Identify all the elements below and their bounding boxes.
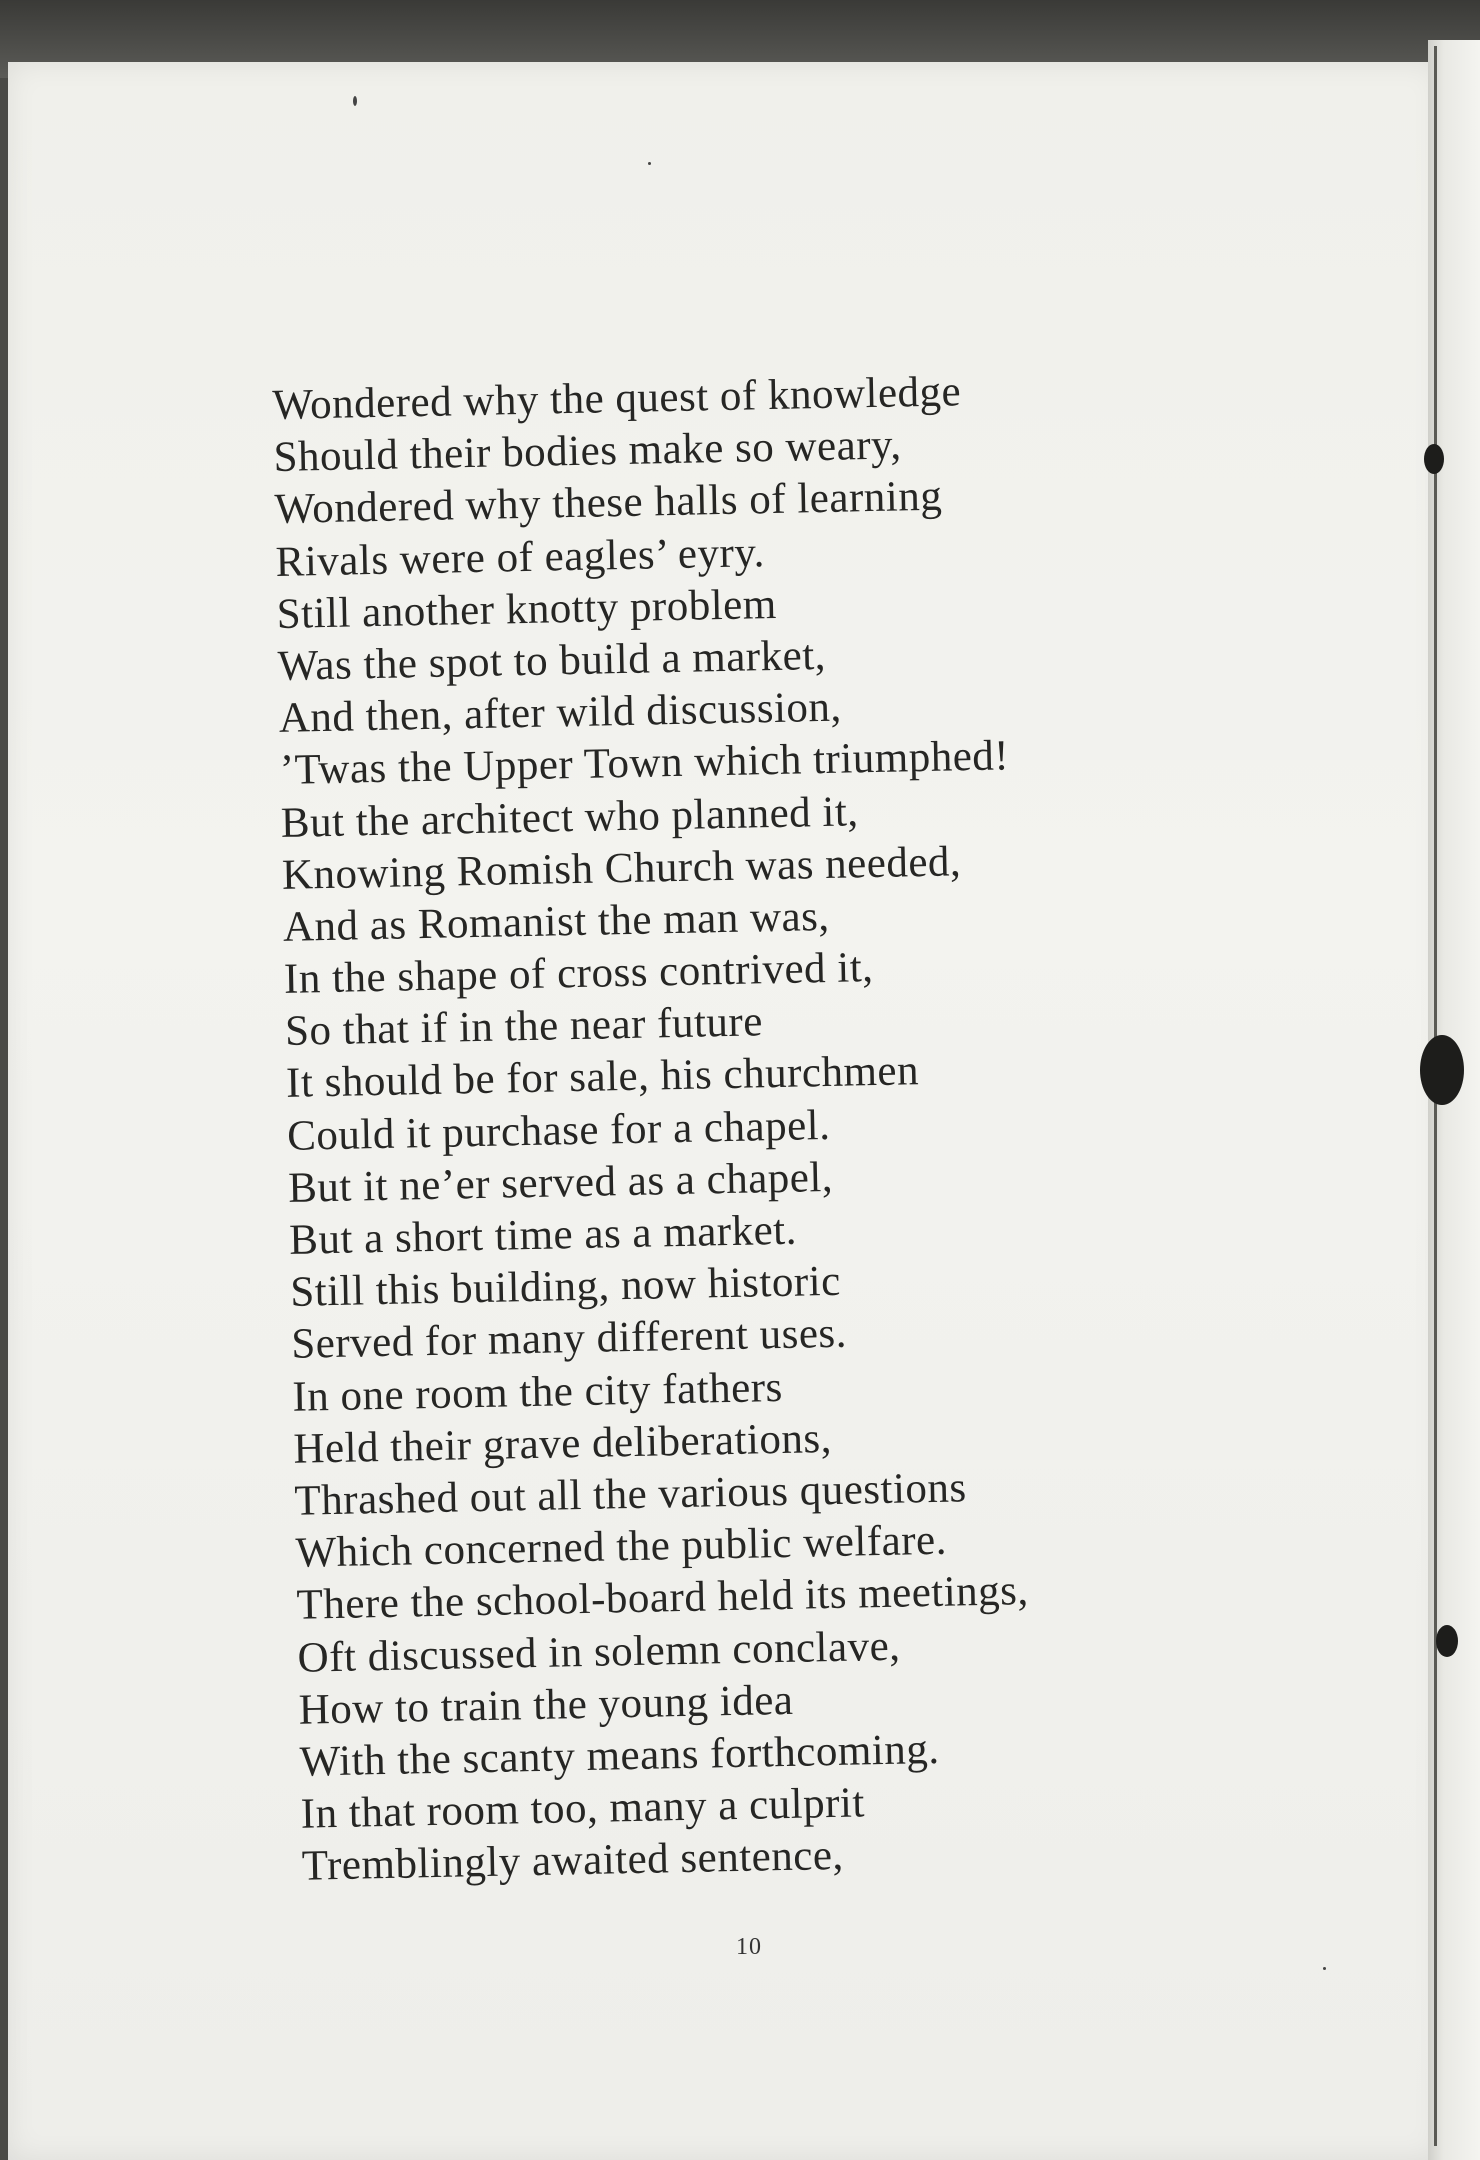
poem-line: ’Twas the Upper Town which triumphed! [279,732,1010,795]
binding-hole-top [1424,444,1444,474]
poem-line: How to train the young idea [298,1676,794,1734]
poem-line: Wondered why the quest of knowledge [272,368,962,429]
ink-speck [648,162,651,165]
poem-line: Still this building, now historic [289,1257,842,1316]
poem-line: In one room the city fathers [291,1363,784,1421]
binding-hole-middle [1420,1035,1464,1105]
poem-line: In that room too, many a culprit [300,1779,866,1838]
poem-line: Was the spot to build a market, [277,631,827,690]
poem-line: Still another knotty problem [276,580,778,638]
poem-line: So that if in the near future [284,998,764,1056]
poem-line: It should be for sale, his churchmen [285,1047,920,1108]
poem-line: Should their bodies make so weary, [273,421,902,482]
poem-line: Tremblingly awaited sentence, [301,1832,845,1890]
poem-line: Rivals were of eagles’ eyry. [275,528,766,586]
poem-text [272,360,1302,1893]
poem-line: But it ne’er served as a chapel, [287,1153,834,1212]
poem-line: There the school-board held its meetings, [296,1567,1030,1630]
poem-line: With the scanty means forthcoming. [299,1725,940,1786]
poem-line: But a short time as a market. [288,1206,798,1264]
poem-line: And as Romanist the man was, [282,892,831,951]
poem-line: Wondered why these halls of learning [274,472,943,534]
poem-line: Could it purchase for a chapel. [286,1101,831,1160]
ink-speck [1323,1967,1326,1970]
poem-line: Knowing Romish Church was needed, [281,837,962,899]
poem-line: Served for many different uses. [290,1310,848,1369]
binding-hole-bottom [1436,1625,1458,1657]
ink-speck [353,96,357,106]
poem-line: And then, after wild discussion, [278,683,843,743]
poem-line: Thrashed out all the various questions [294,1464,968,1525]
poem-line: But the architect who planned it, [280,787,859,847]
poem-line: Which concerned the public welfare. [295,1516,948,1577]
poem-line: Oft discussed in solemn conclave, [297,1622,901,1682]
poem-line: Held their grave deliberations, [292,1414,833,1473]
page-number: 10 [736,1934,762,1960]
poem-line: In the shape of cross contrived it, [283,944,874,1003]
